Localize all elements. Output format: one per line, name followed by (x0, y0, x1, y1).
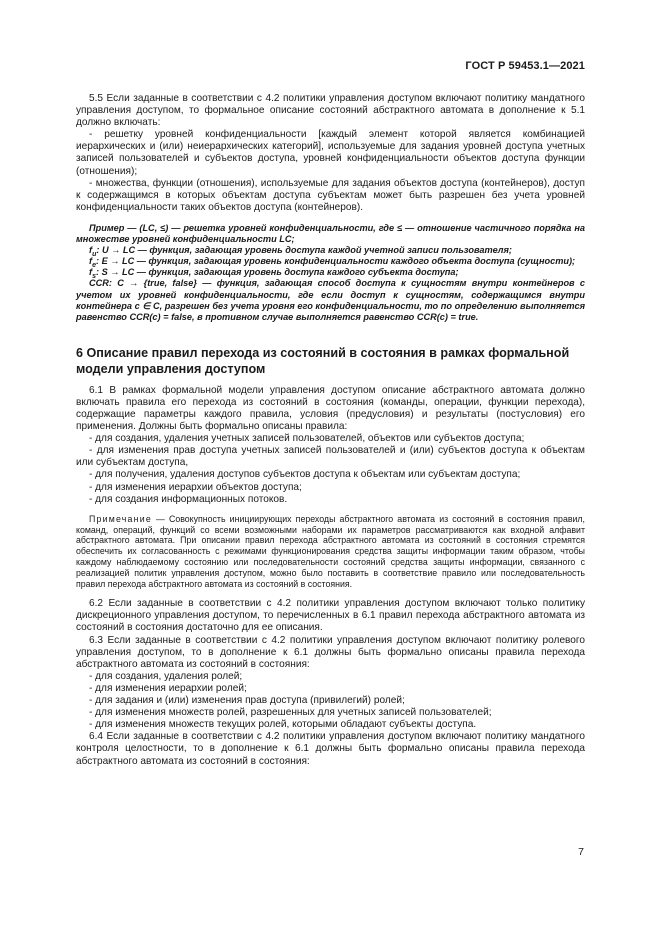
example-lattice: Пример — (LC, ≤) — решетка уровней конфиденциальности, где ≤ — отношение частичного порядка на множестве уровней конфиденциальности LC; (76, 222, 585, 245)
note (76, 514, 585, 590)
paragraph-6-3: 6.3 Если заданные в соответствии с 4.2 политики управления доступом включают политику ролевого управления доступом, то в дополнение к 6.1 должны быть формально описаны правила перехода абстрактного автомата из состояний в состояния: (76, 634, 585, 670)
fe-symbol: f (89, 256, 93, 267)
example-fe (76, 256, 585, 270)
example-fu (76, 245, 585, 256)
paragraph-6-1: 6.1 В рамках формальной модели управления доступом описание абстрактного автомата должно включать правила его перехода из состояний в состояния (команды, операции, функции перехода), содержащие параметры каждого правила, условия (предусловия) и результаты (постусловия) его применения. Должны быть формально описаны правила: (76, 384, 585, 433)
example-fs (76, 267, 585, 281)
list-item: - для получения, удаления доступов субъектов доступа к объектам или субъектам доступа; (89, 469, 521, 481)
fu-subscript: u (92, 250, 97, 258)
list-item: - для изменения множеств текущих ролей, которыми обладают субъекты доступа. (89, 719, 477, 731)
paragraph-6-4: 6.4 Если заданные в соответствии с 4.2 политики управления доступом включают политику мандатного контроля целостности, то в дополнение к 6.1 должны быть формально описаны правила перехода абстрактного автомата из состояний в состояния: (76, 731, 585, 767)
note-text: — Совокупность инициирующих переходы абстрактного автомата из состояний в состояния правил, команд, операций, функций со всеми возможными наборами их параметров рассматриваются как входной алфавит абстрактного автомата. При описании правил перехода абстрактного автомата из состояний в состояния стремятся обеспечить их согласованность с режимами функционирования средства защиты информации таким образом, чтобы каждому наблюдаемому состоянию или последовательности состояний средства защиты информации, связанного с реализацией политик управления доступом, можно было поставить в соответствие правило или последовательность правил перехода абстрактного автомата из состояний в состояния. (76, 513, 585, 589)
list-item: - для изменения прав доступа учетных записей пользователей и (или) субъектов доступа к объектам или субъектам доступа, (76, 445, 585, 469)
note-label: Примечание (89, 513, 152, 524)
fu-symbol: f (89, 245, 93, 256)
paragraph-5-5: 5.5 Если заданные в соответствии с 4.2 политики управления доступом включают политику мандатного управления доступом, то формальное описание состояний абстрактного автомата в дополнение к 5.1 должно включать: (76, 93, 585, 129)
section-6-heading: 6 Описание правил перехода из состояний в состояния в рамках формальной модели управления доступом (76, 345, 570, 377)
list-item: - для создания, удаления учетных записей пользователей, объектов или субъектов доступа; (89, 433, 525, 445)
paragraph-6-2: 6.2 Если заданные в соответствии с 4.2 политики управления доступом включают только политику дискреционного управления доступом, то перечисленных в 6.1 правил перехода абстрактного автомата из состояний в состояния достаточно для ее описания. (76, 598, 585, 634)
fe-subscript: e (92, 262, 96, 270)
list-item: - для изменения иерархии ролей; (89, 682, 247, 694)
standard-designation: ГОСТ Р 59453.1—2021 (465, 60, 585, 72)
page-content (76, 93, 585, 768)
fu-text: : U → LC — функция, задающая уровень доступа каждой учетной записи пользователя; (96, 245, 512, 256)
list-item: - для задания и (или) изменения прав доступа (привилегий) ролей; (89, 695, 405, 707)
fs-text: : S → LC — функция, задающая уровень доступа каждого субъекта доступа; (95, 267, 459, 278)
page-number: 7 (578, 846, 584, 858)
fe-text: : E → LC — функция, задающая уровень конфиденциальности каждого объекта доступа (сущности); (95, 256, 576, 267)
fs-symbol: f (89, 267, 93, 278)
list-item: - для создания информационных потоков. (89, 493, 288, 505)
list-item-lattice: - решетку уровней конфиденциальности [каждый элемент которой является комбинацией иерархических и (или) неиерархических категорий], используемые для задания уровней доступа учетных записей пользователей и субъектов доступа, уровней конфиденциальности объектов доступа функции (отношения); (76, 129, 585, 177)
list-item-containers: - множества, функции (отношения), используемые для задания объектов доступа (контейнеров), доступ к содержащимся в которых объектам доступа субъектам может быть разрешен без учета уровней конфиденциальности таких объектов доступа (контейнеров). (76, 177, 585, 213)
list-item: - для создания, удаления ролей; (89, 670, 243, 682)
fs-subscript: s (92, 273, 96, 281)
list-item: - для изменения иерархии объектов доступа; (89, 481, 302, 493)
example-ccr: CCR: C → {true, false} — функция, задающая способ доступа к сущностям внутри контейнеров с учетом их уровней конфиденциальности, где если доступ к сущностям, содержащимся внутри контейнера c ∈ C, разрешен без учета уровня его конфиденциальности, то по определению выполняется равенство CCR(c) = false, в противном случае выполняется равенство CCR(c) = true. (76, 278, 585, 322)
list-item: - для изменения множеств ролей, разрешенных для учетных записей пользователей; (89, 707, 492, 719)
